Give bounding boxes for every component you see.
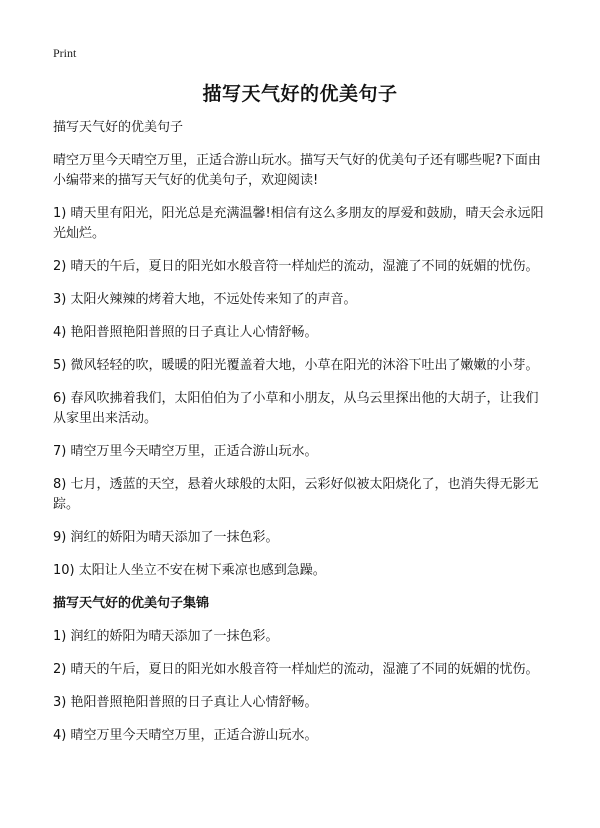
list-item: 10) 太阳让人坐立不安在树下乘凉也感到急躁。 [53,563,326,578]
article-subtitle: 描写天气好的优美句子 [53,120,184,135]
list-item: 6) 春风吹拂着我们，太阳伯伯为了小草和小朋友，从乌云里探出他的大胡子，让我们从家里出来活动。 [53,391,539,426]
list-item: 3) 太阳火辣辣的烤着大地，不远处传来知了的声音。 [53,292,357,307]
collection-list [53,627,548,746]
list-item: 3) 艳阳普照艳阳普照的日子真让人心情舒畅。 [53,695,318,710]
list-item: 9) 润红的娇阳为晴天添加了一抹色彩。 [53,530,279,545]
list-item: 4) 晴空万里今天晴空万里，正适合游山玩水。 [53,728,318,743]
sentence-list [53,204,548,581]
list-item: 7) 晴空万里今天晴空万里，正适合游山玩水。 [53,444,318,459]
list-item: 8) 七月，透蓝的天空，悬着火球般的太阳，云彩好似被太阳烧化了，也消失得无影无踪。 [53,477,539,512]
list-item: 4) 艳阳普照艳阳普照的日子真让人心情舒畅。 [53,325,318,340]
list-item: 2) 晴天的午后，夏日的阳光如水般音符一样灿烂的流动，湿漉了不同的妩媚的忧伤。 [53,259,539,274]
intro-paragraph: 晴空万里今天晴空万里，正适合游山玩水。描写天气好的优美句子还有哪些呢?下面由小编带来的描写天气好的优美句子，欢迎阅读! [53,153,541,188]
print-link[interactable]: Print [53,46,77,60]
list-item: 1) 晴天里有阳光，阳光总是充满温馨!相信有这么多朋友的厚爱和鼓励，晴天会永远阳光灿烂。 [53,206,544,241]
list-item: 2) 晴天的午后，夏日的阳光如水般音符一样灿烂的流动，湿漉了不同的妩媚的忧伤。 [53,662,539,677]
article-body [53,118,548,759]
section-heading: 描写天气好的优美句子集锦 [53,596,210,611]
list-item: 5) 微风轻轻的吹，暖暖的阳光覆盖着大地，小草在阳光的沐浴下吐出了嫩嫩的小芽。 [53,358,539,373]
page-title: 描写天气好的优美句子 [202,83,398,105]
list-item: 1) 润红的娇阳为晴天添加了一抹色彩。 [53,629,279,644]
